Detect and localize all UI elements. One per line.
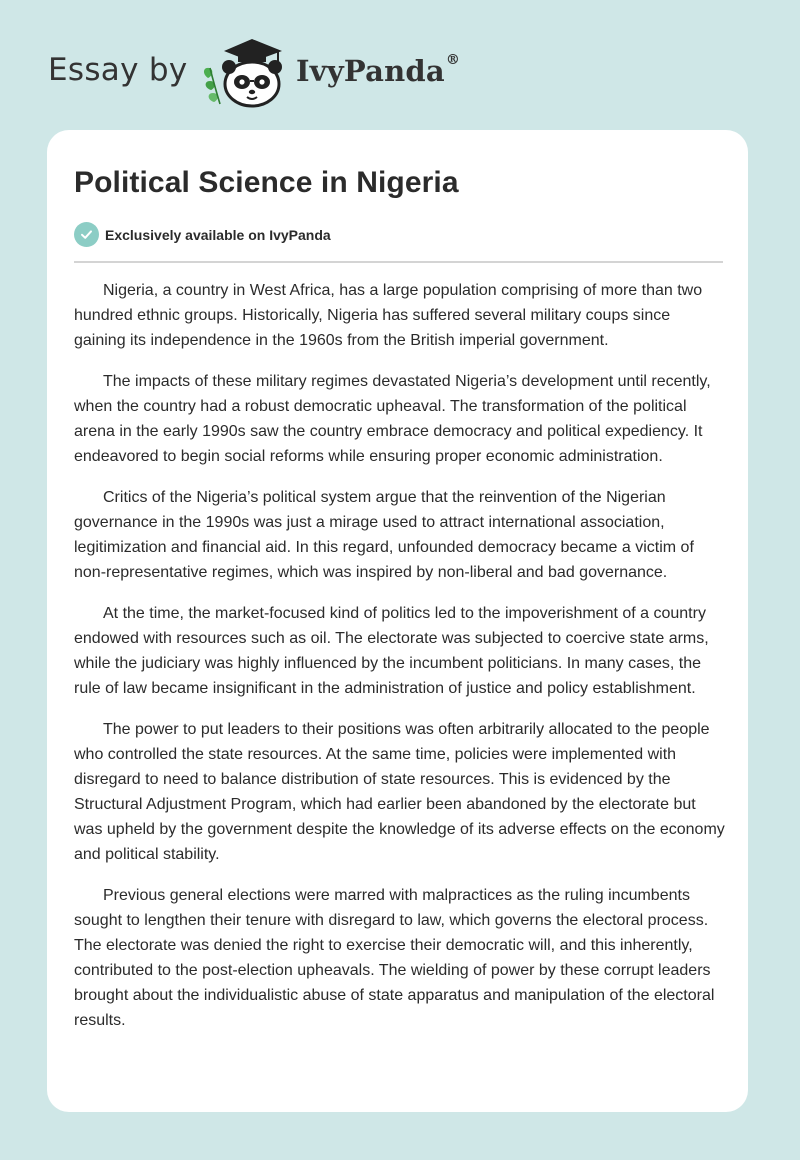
brand-name[interactable] (296, 54, 460, 88)
exclusive-badge (74, 222, 331, 247)
divider (74, 261, 723, 263)
paragraph: At the time, the market-focused kind of politics led to the impoverishment of a country endowed with resources such as oil. The electorate was subjected to coercive state arms, while the judiciary was highly influenced by the incumbent politicians. In many cases, the rule of law became insignificant in the administration of justice and policy establishment. (74, 605, 709, 697)
check-circle-icon (74, 222, 99, 247)
badge-text: Exclusively available on IvyPanda (105, 226, 331, 243)
panda-graduate-icon[interactable] (198, 34, 294, 108)
page-title: Political Science in Nigeria (74, 166, 459, 199)
ivy-leaf-icon (204, 68, 220, 104)
essay-card (47, 130, 748, 1112)
paragraph: The power to put leaders to their positions was often arbitrarily allocated to the people who controlled the state resources. At the same time, policies were implemented with disregard to need to balance distribution of state resources. This is evidenced by the Structural Adjustment Program, which had earlier been abandoned by the electorate but was upheld by the government despite the knowledge of its adverse effects on the economy and political stability. (74, 721, 725, 863)
paragraph: Nigeria, a country in West Africa, has a large population comprising of more than two hundred ethnic groups. Historically, Nigeria has suffered several military coups since gaining its independence in the 1960s from the British imperial government. (74, 282, 703, 349)
paragraph: Critics of the Nigeria’s political system argue that the reinvention of the Nigerian governance in the 1990s was just a mirage used to attract international association, legitimization and financial aid. In this regard, unfounded democracy became a victim of non-representative regimes, which was inspired by non-liberal and bad governance. (74, 489, 694, 581)
paragraph: Previous general elections were marred with malpractices as the ruling incumbents sought to lengthen their tenure with disregard to law, which governs the electoral process. The electorate was denied the right to exercise their democratic will, and this inherently, contributed to the post-election upheavals. The wielding of power by these corrupt leaders brought about the individualistic abuse of state apparatus and manipulation of the electoral results. (74, 887, 715, 1029)
registered-mark: ® (445, 52, 461, 68)
brand-name-text: IvyPanda (296, 54, 445, 88)
paragraph: The impacts of these military regimes devastated Nigeria’s development until recently, when the country had a robust democratic upheaval. The transformation of the political arena in the early 1990s saw the country embrace democracy and political expediency. It endeavored to begin social reforms while ensuring proper economic administration. (74, 373, 711, 465)
site-header (0, 0, 800, 130)
brand-prefix: Essay by (48, 52, 188, 88)
essay-body (74, 278, 726, 1049)
